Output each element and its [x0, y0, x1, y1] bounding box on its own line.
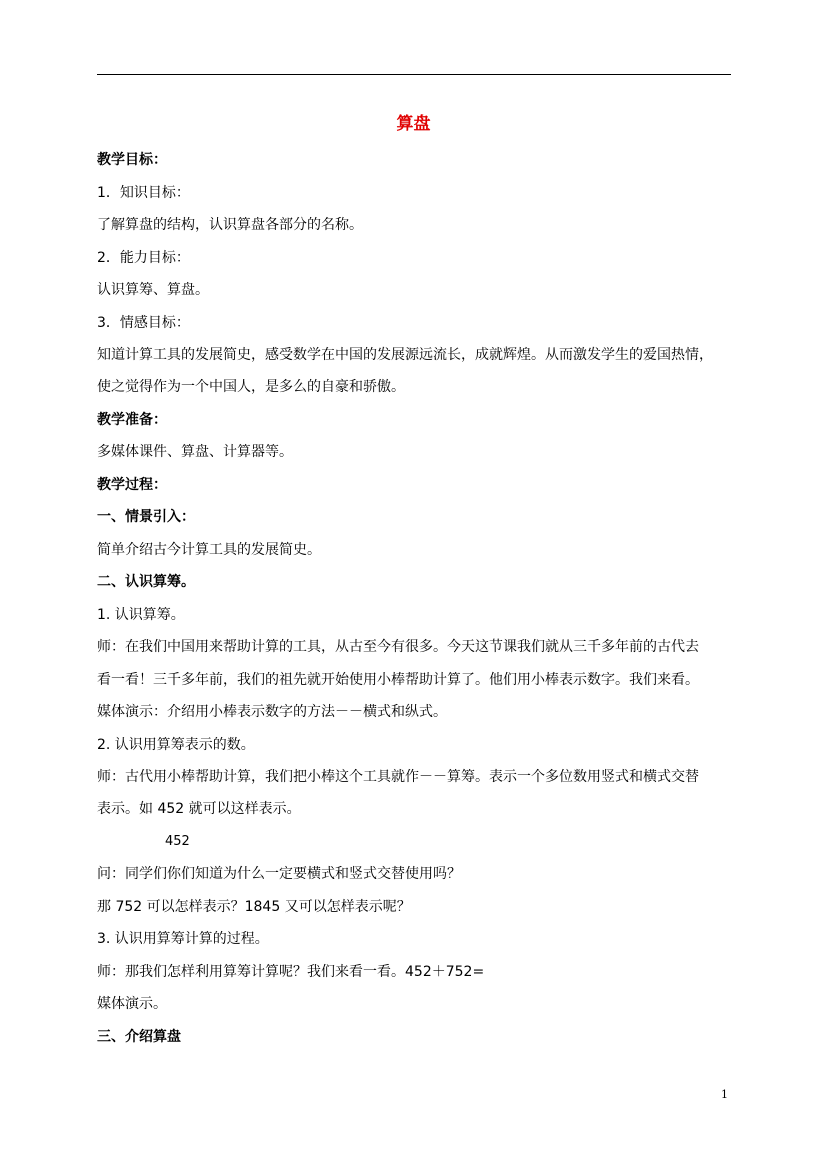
- number-example: 452: [165, 834, 190, 849]
- paragraph: 看一看！三千多年前，我们的祖先就开始使用小棒帮助计算了。他们用小棒表示数字。我们来看。: [97, 672, 699, 688]
- paragraph: 多媒体课件、算盘、计算器等。: [97, 444, 293, 460]
- paragraph: 了解算盘的结构，认识算盘各部分的名称。: [97, 217, 363, 233]
- paragraph: 简单介绍古今计算工具的发展简史。: [97, 542, 321, 558]
- heading-objectives: 教学目标：: [97, 152, 167, 168]
- header-rule: [97, 74, 731, 75]
- paragraph: 媒体演示：介绍用小棒表示数字的方法－－横式和纵式。: [97, 704, 447, 720]
- paragraph: 表示。如 452 就可以这样表示。: [97, 801, 301, 817]
- heading-preparation: 教学准备：: [97, 412, 167, 428]
- paragraph: 媒体演示。: [97, 996, 167, 1012]
- paragraph: 那 752 可以怎样表示？1845 又可以怎样表示呢？: [97, 899, 411, 915]
- section-heading: 二、认识算筹。: [97, 574, 195, 590]
- paragraph: 1. 认识算筹。: [97, 607, 185, 623]
- paragraph: 2. 认识用算筹表示的数。: [97, 737, 255, 753]
- section-heading: 三、介绍算盘: [97, 1029, 181, 1045]
- heading-process: 教学过程：: [97, 477, 167, 493]
- paragraph: 3．情感目标：: [97, 315, 190, 331]
- page-title: 算盘: [396, 114, 431, 134]
- paragraph: 问：同学们你们知道为什么一定要横式和竖式交替使用吗？: [97, 866, 461, 882]
- paragraph: 师：古代用小棒帮助计算，我们把小棒这个工具就作－－算筹。表示一个多位数用竖式和横式交替: [97, 769, 699, 785]
- section-heading: 一、情景引入：: [97, 509, 195, 525]
- paragraph: 3. 认识用算筹计算的过程。: [97, 931, 269, 947]
- paragraph: 使之觉得作为一个中国人，是多么的自豪和骄傲。: [97, 379, 405, 395]
- page-number: 1: [721, 1088, 728, 1101]
- paragraph: 知道计算工具的发展简史，感受数学在中国的发展源远流长，成就辉煌。从而激发学生的爱国热情，: [97, 347, 713, 363]
- paragraph: 认识算筹、算盘。: [97, 282, 209, 298]
- paragraph: 师：那我们怎样利用算筹计算呢？我们来看一看。452＋752=: [97, 964, 485, 980]
- paragraph: 2．能力目标：: [97, 250, 190, 266]
- paragraph: 1．知识目标：: [97, 185, 190, 201]
- paragraph: 师：在我们中国用来帮助计算的工具，从古至今有很多。今天这节课我们就从三千多年前的古代去: [97, 639, 699, 655]
